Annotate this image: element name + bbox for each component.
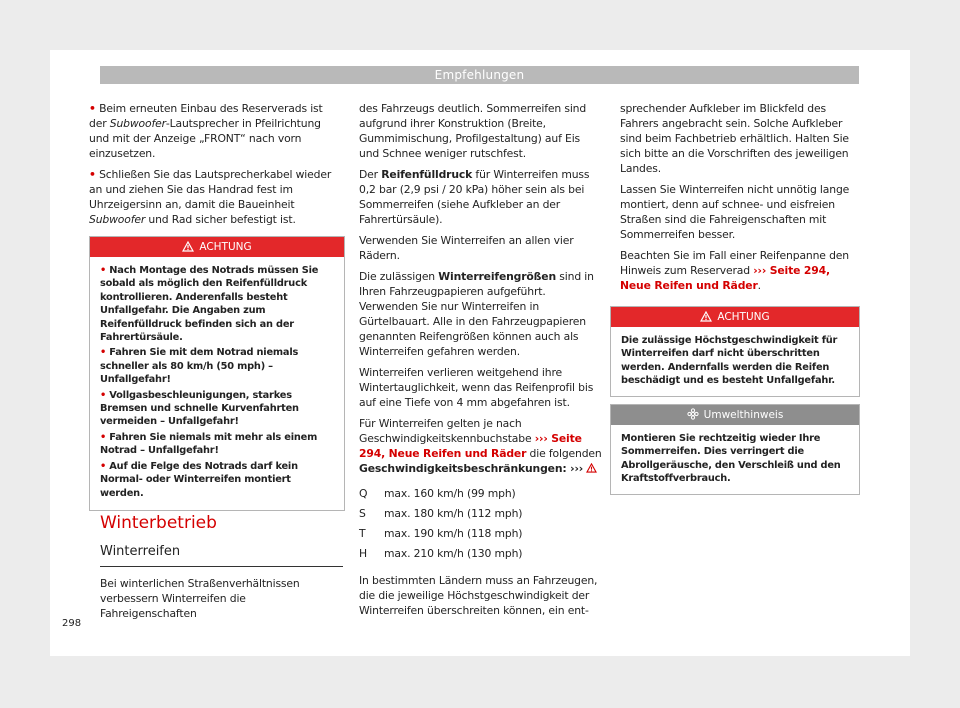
warning-item: • Fahren Sie niemals mit mehr als einem Notrad – Unfallgefahr! xyxy=(100,431,318,457)
warning-header: ACHTUNG xyxy=(90,237,344,257)
environment-box xyxy=(610,404,860,495)
column-1 xyxy=(89,101,333,233)
paragraph: des Fahrzeugs deutlich. Sommerreifen sind aufgrund ihrer Konstruktion (Breite, Gummimischung, Profilgestaltung) auf Eis und Schnee weniger rutschfest. xyxy=(359,102,587,160)
section-title: Winterbetrieb xyxy=(100,513,217,533)
warning-triangle-icon xyxy=(182,241,194,252)
warning-box xyxy=(610,306,860,397)
column-2 xyxy=(359,101,603,624)
section-heading xyxy=(100,512,343,567)
paragraph: Verwenden Sie Winterreifen an allen vier Rädern. xyxy=(359,234,574,262)
bullet-paragraph: • Schließen Sie das Lautsprecherkabel wieder an und ziehen Sie das Handrad fest im Uhrzeigersinn an, damit die Baueinheit Subwoofer und Rad sicher befestigt ist. xyxy=(89,168,332,226)
environment-flower-icon xyxy=(687,408,699,420)
warning-triangle-icon xyxy=(700,311,712,322)
warning-triangle-icon xyxy=(586,463,597,473)
warning-item: • Auf die Felge des Notrads darf kein Normal- oder Winterreifen montiert werden. xyxy=(100,460,298,499)
warning-item: • Fahren Sie mit dem Notrad niemals schneller als 80 km/h (50 mph) – Unfallgefahr! xyxy=(100,347,299,386)
speed-row: H max. 210 km/h (130 mph) xyxy=(359,547,523,560)
paragraph: sprechender Aufkleber im Blickfeld des Fahrers angebracht sein. Solche Aufkleber sind beim Fachbetrieb erhältlich. Halten Sie sich bitte an die Vorschriften des jeweiligen Landes. xyxy=(620,102,849,175)
speed-list xyxy=(359,486,603,561)
warning-item: • Vollgasbeschleunigungen, starkes Bremsen und schnelle Kurvenfahrten vermeiden – Unfallgefahr! xyxy=(100,389,299,428)
speed-row: Q max. 160 km/h (99 mph) xyxy=(359,487,516,500)
speed-row: S max. 180 km/h (112 mph) xyxy=(359,507,523,520)
bullet-icon: • xyxy=(89,168,96,181)
environment-header: Umwelthinweis xyxy=(611,405,859,425)
page-link[interactable]: ››› Seite 294, Neue Reifen und Räder xyxy=(359,432,582,460)
section-header: Empfehlungen xyxy=(100,66,859,84)
speed-row: T max. 190 km/h (118 mph) xyxy=(359,527,523,540)
warning-box xyxy=(89,236,345,511)
paragraph: Lassen Sie Winterreifen nicht unnötig lange montiert, denn auf schnee- und eisfreien Straßen sind die Fahreigenschaften mit Sommerreifen besser. xyxy=(620,183,850,241)
bullet-icon: • xyxy=(89,102,96,115)
warning-body: Die zulässige Höchstgeschwindigkeit für Winterreifen darf nicht überschritten werden. Andernfalls werden die Reifen beschädigt und es besteht Unfallgefahr. xyxy=(621,335,838,387)
page-link[interactable]: ››› Seite 294, Neue Reifen und Räder xyxy=(620,264,830,292)
paragraph: Für Winterreifen gelten je nach Geschwindigkeitskennbuchstabe ››› Seite 294, Neue Reifen und Räder die folgenden Geschwindigkeitsbeschränkungen: ››› xyxy=(359,417,602,475)
paragraph: Der Reifenfülldruck für Winterreifen muss 0,2 bar (2,9 psi / 20 kPa) höher sein als bei Sommerreifen (siehe Aufkleber an der Fahrertürsäule). xyxy=(359,168,590,226)
warning-item: • Nach Montage des Notrads müssen Sie sobald als möglich den Reifenfülldruck kontrollieren. Anderenfalls besteht Unfallgefahr. Die Angaben zum Reifenfülldruck befinden sich an der Fahrertürsäule. xyxy=(100,265,319,344)
paragraph: Die zulässigen Winterreifengrößen sind in Ihren Fahrzeugpapieren aufgeführt. Verwenden Sie nur Winterreifen in Gürtelbauart. Alle in den Fahrzeugpapieren genannten Reifengrößen können auch als Winterreifen gefahren werden. xyxy=(359,270,594,358)
paragraph: Beachten Sie im Fall einer Reifenpanne den Hinweis zum Reserverad ››› Seite 294, Neue Reifen und Räder. xyxy=(620,249,849,292)
bullet-paragraph: • Beim erneuten Einbau des Reserverads ist der Subwoofer-Lautsprecher in Pfeilrichtung und mit der Anzeige „FRONT“ nach vorn einzusetzen. xyxy=(89,102,323,160)
paragraph: Winterreifen verlieren weitgehend ihre Wintertauglichkeit, wenn das Reifenprofil bis auf eine Tiefe von 4 mm abgefahren ist. xyxy=(359,366,594,409)
environment-body: Montieren Sie rechtzeitig wieder Ihre Sommerreifen. Dies verringert die Abrollgeräusche, den Verschleiß und den Kraftstoffverbrauch. xyxy=(621,433,841,485)
paragraph: In bestimmten Ländern muss an Fahrzeugen, die die jeweilige Höchstgeschwindigkeit der Winterreifen überschreiten können, ein ent- xyxy=(359,574,598,617)
warning-header: ACHTUNG xyxy=(611,307,859,327)
page-number: 298 xyxy=(62,618,82,629)
section-subtitle: Winterreifen xyxy=(100,543,343,567)
warning-body xyxy=(90,257,344,510)
column-3 xyxy=(620,101,860,299)
intro-paragraph: Bei winterlichen Straßenverhältnissen verbessern Winterreifen die Fahreigenschaften xyxy=(100,577,300,620)
